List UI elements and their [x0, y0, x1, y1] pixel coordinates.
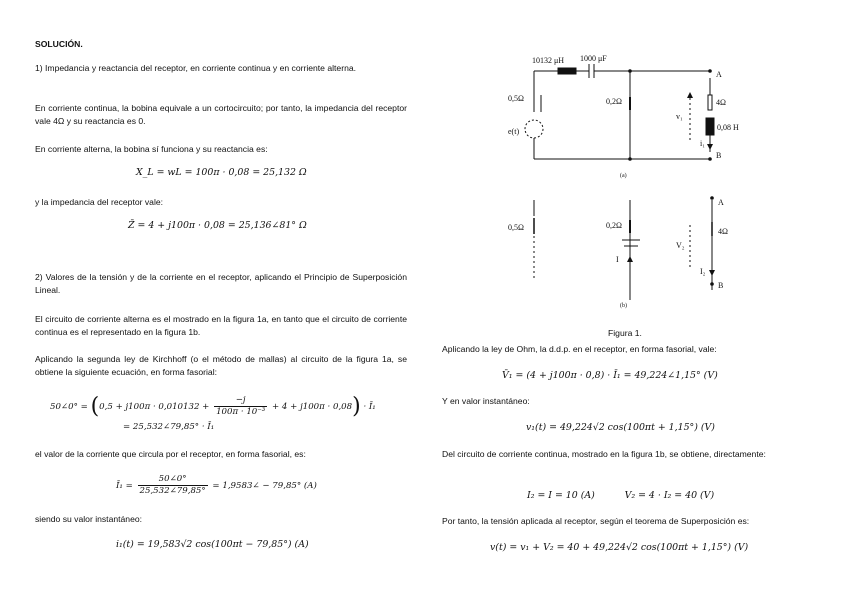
fig-a-resistor-05-label: 0,5Ω	[508, 94, 524, 103]
figure-caption: Figura 1.	[608, 328, 642, 338]
fig-a-subcaption: (a)	[620, 173, 627, 179]
kvl-term-b: + 4 + j100π · 0,08	[272, 402, 353, 412]
fig-b-subcaption: (b)	[620, 303, 627, 309]
kvl-lhs: 50∠0° =	[50, 402, 88, 412]
i1-rhs: = 1,9583∠ − 79,85° (A)	[212, 481, 317, 491]
equation-v1-instant: v₁(t) = 49,224√2 cos(100πt + 1,15°) (V)	[526, 422, 715, 433]
equation-dc-values: I₂ = I = 10 (A) V₂ = 4 · I₂ = 40 (V)	[527, 490, 715, 501]
kvl-fraction-denominator: 100π · 10⁻³	[216, 407, 266, 417]
fig-a-i1-label: i₁	[700, 139, 706, 148]
kvl-term-a: 0,5 + j100π · 0,010132 +	[99, 402, 210, 412]
right-paragraph-2: Y en valor instantáneo:	[442, 396, 530, 406]
solution-heading: SOLUCIÓN.	[35, 39, 83, 49]
equation-impedance: Z̄ = 4 + j100π · 0,08 = 25,136∠81° Ω	[128, 220, 307, 231]
kvl-term-c: · Ī₁	[363, 402, 376, 412]
equation-kvl-result: = 25,532∠79,85° · Ī₁	[123, 422, 215, 432]
section-2-title: 2) Valores de la tensión y de la corriente en el receptor, aplicando el Principio de Superposición Lineal.	[35, 272, 407, 295]
equation-v1-phasor: V̄₁ = (4 + j100π · 0,8) · Ī₁ = 49,224∠1,15° (V)	[502, 370, 718, 381]
right-paragraph-3: Del circuito de corriente continua, mostrado en la figura 1b, se obtiene, directamente:	[442, 449, 766, 459]
fig-a-node-a: A	[716, 70, 722, 79]
section-2-paragraph-3: el valor de la corriente que circula por el receptor, en forma fasorial, es:	[35, 449, 306, 459]
fig-a-v1-label: v₁	[676, 112, 683, 121]
fig-a-inductor-label: 10132 μH	[532, 56, 565, 65]
section-1-paragraph-1: En corriente continua, la bobina equivale a un cortocircuito; por tanto, la impedancia del receptor vale 4Ω y su reactancia es 0.	[35, 103, 407, 126]
fig-b-node-a: A	[718, 198, 724, 207]
section-1-title: 1) Impedancia y reactancia del receptor, en corriente continua y en corriente alterna.	[35, 63, 357, 73]
fig-b-v2-label: V₂	[676, 241, 685, 250]
section-2-paragraph-1: El circuito de corriente alterna es el mostrado en la figura 1a, en tanto que el circuito de corriente continua es el representado en la figura 1b.	[35, 314, 407, 337]
fig-a-capacitor-label: 1000 μF	[580, 54, 607, 63]
fig-b-source-label: I	[616, 255, 619, 264]
equation-kvl: 50∠0° = (0,5 + j100π · 0,010132 + $\frac{-j}{\text{100π · 10⁻³}}$ + 4 + j100π · 0,08) · Ī₁	[50, 394, 376, 419]
fig-b-resistor-05-label: 0,5Ω	[508, 223, 524, 232]
equation-total-voltage: v(t) = v₁ + V₂ = 40 + 49,224√2 cos(100πt + 1,15°) (V)	[490, 542, 749, 553]
section-1-paragraph-3: y la impedancia del receptor vale:	[35, 197, 164, 207]
i1-lhs: Ī₁ =	[116, 481, 133, 491]
right-paragraph-4: Por tanto, la tensión aplicada al receptor, según el teorema de Superposición es:	[442, 516, 750, 526]
fig-a-source-label: e(t)	[508, 127, 520, 136]
fig-a-inductor-08-label: 0,08 H	[717, 123, 739, 132]
equation-reactance: X_L = wL = 100π · 0,08 = 25,132 Ω	[136, 167, 307, 178]
fig-b-i2-label: I₂	[700, 267, 706, 276]
section-1-paragraph-2: En corriente alterna, la bobina sí funciona y su reactancia es:	[35, 144, 268, 154]
right-paragraph-1: Aplicando la ley de Ohm, la d.d.p. en el receptor, en forma fasorial, vale:	[442, 344, 717, 354]
fig-a-resistor-02-label: 0,2Ω	[606, 97, 622, 106]
i1-denominator: 25,532∠79,85°	[139, 486, 206, 496]
fig-b-resistor-02-label: 0,2Ω	[606, 221, 622, 230]
fig-a-resistor-4-label: 4Ω	[716, 98, 726, 107]
fig-a-node-b: B	[716, 151, 722, 160]
section-2-paragraph-2: Aplicando la segunda ley de Kirchhoff (o el método de mallas) al circuito de la figura 1a, se obtiene la siguiente ecuación, en forma fasorial:	[35, 354, 407, 377]
kvl-fraction-numerator: −j	[214, 395, 267, 407]
section-2-paragraph-4: siendo su valor instantáneo:	[35, 514, 143, 524]
fig-b-node-b: B	[718, 281, 724, 290]
equation-current-instant: i₁(t) = 19,583√2 cos(100πt − 79,85°) (A)	[116, 539, 309, 550]
fig-b-resistor-4-label: 4Ω	[718, 227, 728, 236]
i1-numerator: 50∠0°	[138, 474, 208, 486]
